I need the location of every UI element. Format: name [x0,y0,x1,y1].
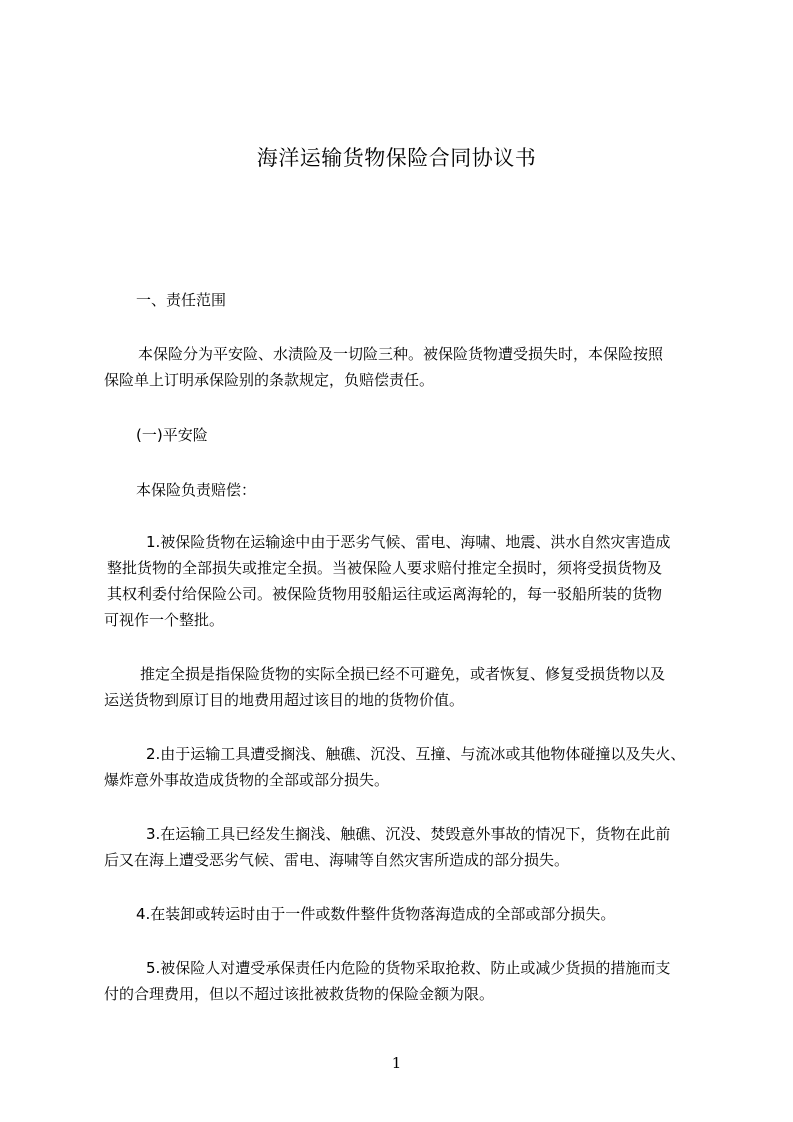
item2-line-2: 爆炸意外事故造成货物的全部或部分损失。 [104,771,390,789]
item5-line-2: 付的合理费用，但以不超过该批被救货物的保险金额为限。 [104,985,495,1003]
coverage-lead: 本保险负责赔偿： [136,481,257,499]
item4-line: 4.在装卸或转运时由于一件或数件整件货物落海造成的全部或部分损失。 [136,905,616,923]
item3-line-2: 后又在海上遭受恶劣气候、雷电、海啸等自然灾害所造成的部分损失。 [104,851,570,869]
constructive-loss-line-1: 推定全损是指保险货物的实际全损已经不可避免，或者恢复、修复受损货物以及 [140,665,666,683]
item1-line-2: 整批货物的全部损失或推定全损。当被保险人要求赔付推定全损时，须将受损货物及 [107,559,663,577]
section-heading: 一、责任范围 [136,291,227,309]
intro-line-1: 本保险分为平安险、水渍险及一切险三种。被保险货物遭受损失时，本保险按照 [138,345,664,363]
constructive-loss-line-2: 运送货物到原订目的地费用超过该目的地的货物价值。 [104,691,465,709]
item5-line-1: 5.被保险人对遭受承保责任内危险的货物采取抢救、防止或减少货损的措施而支 [146,959,671,977]
subsection-heading: (一)平安险 [136,426,208,444]
page-number: 1 [391,1054,402,1072]
item3-line-1: 3.在运输工具已经发生搁浅、触礁、沉没、焚毁意外事故的情况下，货物在此前 [146,825,671,843]
item1-line-1: 1.被保险货物在运输途中由于恶劣气候、雷电、海啸、地震、洪水自然灾害造成 [146,533,671,551]
item2-line-1: 2.由于运输工具遭受搁浅、触礁、沉没、互撞、与流冰或其他物体碰撞以及失火、 [146,745,686,763]
intro-line-2: 保险单上订明承保险别的条款规定，负赔偿责任。 [104,371,435,389]
item1-line-4: 可视作一个整批。 [104,611,225,629]
item1-line-3: 其权利委付给保险公司。被保险货物用驳船运往或运离海轮的，每一驳船所装的货物 [107,585,663,603]
document-title: 海洋运输货物保险合同协议书 [256,146,537,170]
